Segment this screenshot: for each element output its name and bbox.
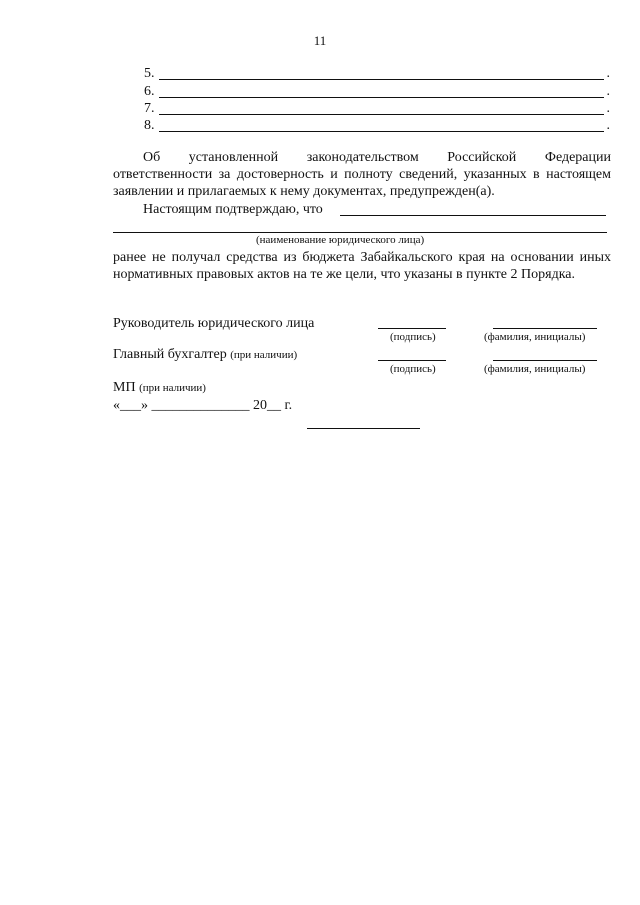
funding-paragraph: ранее не получал средства из бюджета Забайкальского края на основании иных нормативных правовых актов на те же цели, что указаны в пункте 2 Порядка. xyxy=(113,250,611,282)
responsibility-text: Об установленной законодательством Российской Федерации ответственности за достоверность и полноту сведений, указанных в настоящем заявлении и прилагаемых к нему документах, предупрежден(а). xyxy=(113,150,611,199)
list-end-dot: . xyxy=(606,84,610,99)
legal-entity-caption: (наименование юридического лица) xyxy=(256,234,425,246)
end-separator-rule xyxy=(307,428,420,429)
legal-entity-blank-rule xyxy=(113,232,607,233)
head-signature-rule xyxy=(378,328,446,329)
confirm-text: Настоящим подтверждаю, что xyxy=(143,202,323,217)
head-name-caption: (фамилия, инициалы) xyxy=(484,331,586,343)
chief-accountant-label: Главный бухгалтер xyxy=(113,347,227,362)
head-signature-caption: (подпись) xyxy=(390,331,436,343)
list-line-6 xyxy=(144,84,610,100)
blank-rule xyxy=(159,97,604,98)
accountant-name-caption: (фамилия, инициалы) xyxy=(484,363,586,375)
date-line: «___» ______________ 20__ г. xyxy=(113,398,293,413)
list-line-8 xyxy=(144,118,610,134)
page-number: 11 xyxy=(313,33,327,48)
if-any-note: (при наличии) xyxy=(230,349,298,361)
accountant-signature-caption: (подпись) xyxy=(390,363,436,375)
blank-rule xyxy=(159,131,604,132)
list-end-dot: . xyxy=(606,101,610,116)
accountant-signature-rule xyxy=(378,360,446,361)
blank-rule xyxy=(159,114,604,115)
head-signature-label xyxy=(113,316,314,332)
list-line-5 xyxy=(144,66,610,82)
list-number: 7. xyxy=(144,101,155,116)
stamp-label: МП xyxy=(113,380,136,395)
head-label: Руководитель юридического лица xyxy=(113,316,315,331)
head-name-rule xyxy=(493,328,597,329)
accountant-name-rule xyxy=(493,360,597,361)
list-line-7 xyxy=(144,101,610,117)
confirm-blank-rule xyxy=(340,215,606,216)
responsibility-paragraph xyxy=(113,149,611,200)
list-number: 6. xyxy=(144,84,155,99)
list-number: 5. xyxy=(144,66,155,81)
list-number: 8. xyxy=(144,118,155,133)
list-end-dot: . xyxy=(606,66,610,81)
list-end-dot: . xyxy=(606,118,610,133)
stamp-note: (при наличии) xyxy=(139,382,206,394)
stamp-place xyxy=(113,380,206,396)
chief-accountant-signature-label xyxy=(113,347,297,363)
blank-rule xyxy=(159,79,604,80)
